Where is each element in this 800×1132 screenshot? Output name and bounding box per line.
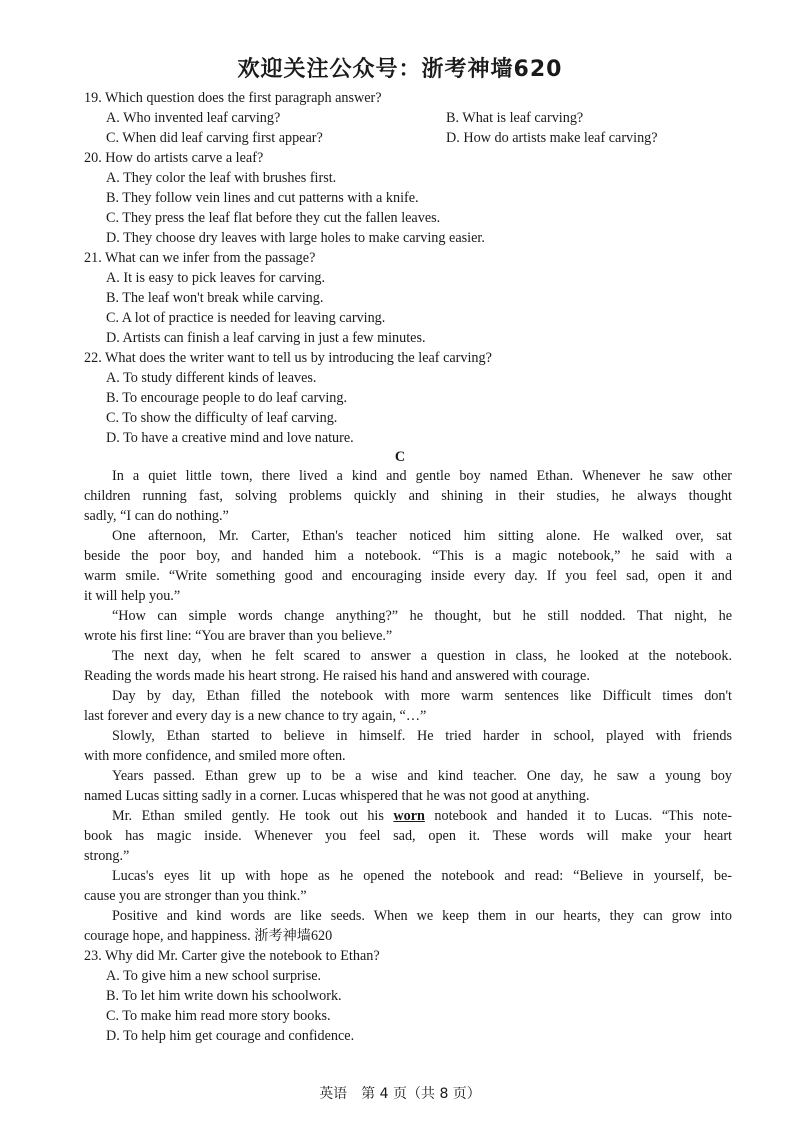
option: D. To have a creative mind and love nature.: [106, 430, 354, 446]
option: A. To study different kinds of leaves.: [106, 370, 317, 386]
option: C. A lot of practice is needed for leaving carving.: [106, 310, 386, 326]
question-22: 22. What does the writer want to tell us by introducing the leaf carving?: [84, 350, 492, 366]
passage-line: Reading the words made his heart strong. He raised his hand and answered with courage.: [84, 668, 590, 684]
passage-line: with more confidence, and smiled more often.: [84, 748, 346, 764]
passage-line: book has magic inside. Whenever you feel sad, open it. These words will make your heart: [84, 828, 732, 844]
option: D. They choose dry leaves with large holes to make carving easier.: [106, 230, 485, 246]
passage-line: Years passed. Ethan grew up to be a wise and kind teacher. One day, he saw a young boy: [112, 768, 732, 784]
passage-line: beside the poor boy, and handed him a notebook. “This is a magic notebook,” he said with a: [84, 548, 732, 564]
passage-line: it will help you.”: [84, 588, 181, 604]
passage-line: courage hope, and happiness. 浙考神墙620: [84, 928, 333, 944]
option: B. What is leaf carving?: [446, 110, 584, 126]
option: B. To encourage people to do leaf carving.: [106, 390, 348, 406]
passage-line: Slowly, Ethan started to believe in himself. He tried harder in school, played with friends: [112, 728, 732, 744]
passage-line: One afternoon, Mr. Carter, Ethan's teacher noticed him sitting alone. He walked over, sat: [112, 528, 732, 544]
option: C. They press the leaf flat before they cut the fallen leaves.: [106, 210, 441, 226]
passage-line: cause you are stronger than you think.”: [84, 888, 307, 904]
option: C. When did leaf carving first appear?: [106, 130, 323, 146]
passage-line: named Lucas sitting sadly in a corner. Lucas whispered that he was not good at anything.: [84, 788, 590, 804]
option: B. They follow vein lines and cut patterns with a knife.: [106, 190, 419, 206]
option: B. The leaf won't break while carving.: [106, 290, 324, 306]
page-header: 欢迎关注公众号：浙考神墙620: [237, 57, 563, 82]
passage-line: warm smile. “Write something good and encouraging inside every day. If you feel sad, open it and: [84, 568, 732, 584]
passage-line: strong.”: [84, 848, 130, 864]
option: D. How do artists make leaf carving?: [446, 130, 658, 146]
passage-line: The next day, when he felt scared to answer a question in class, he looked at the notebook.: [112, 648, 732, 664]
underlined-word: worn: [393, 808, 425, 824]
question-21: 21. What can we infer from the passage?: [84, 250, 316, 266]
passage-line: Positive and kind words are like seeds. When we keep them in our hearts, they can grow into: [112, 908, 732, 924]
option: B. To let him write down his schoolwork.: [106, 988, 342, 1004]
passage-line: last forever and every day is a new chance to try again, “…”: [84, 708, 427, 724]
passage-line: “How can simple words change anything?” he thought, but he still nodded. That night, he: [112, 608, 732, 624]
option: D. To help him get courage and confidence.: [106, 1028, 355, 1044]
option: D. Artists can finish a leaf carving in just a few minutes.: [106, 330, 426, 346]
passage-line: sadly, “I can do nothing.”: [84, 508, 229, 524]
passage-line: children running fast, solving problems quickly and shining in their studies, he always thought: [84, 488, 732, 504]
question-23: 23. Why did Mr. Carter give the notebook to Ethan?: [84, 948, 380, 964]
passage-line: In a quiet little town, there lived a kind and gentle boy named Ethan. Whenever he saw other: [112, 468, 732, 484]
question-19: 19. Which question does the first paragraph answer?: [84, 90, 382, 106]
option: A. Who invented leaf carving?: [106, 110, 281, 126]
option: A. It is easy to pick leaves for carving.: [106, 270, 326, 286]
option: C. To make him read more story books.: [106, 1008, 331, 1024]
page-footer: 英语 第 4 页（共 8 页）: [319, 1086, 481, 1102]
question-20: 20. How do artists carve a leaf?: [84, 150, 264, 166]
passage-line: Day by day, Ethan filled the notebook with more warm sentences like Difficult times don't: [112, 688, 732, 704]
passage-line: wrote his first line: “You are braver than you believe.”: [84, 628, 393, 644]
passage-line: Lucas's eyes lit up with hope as he opened the notebook and read: “Believe in yourself, be-: [112, 868, 732, 884]
section-label: C: [394, 449, 406, 465]
option: C. To show the difficulty of leaf carving.: [106, 410, 338, 426]
option: A. They color the leaf with brushes first.: [106, 170, 337, 186]
passage-line-worn: Mr. Ethan smiled gently. He took out his worn notebook and handed it to Lucas. “This note-: [112, 808, 732, 824]
option: A. To give him a new school surprise.: [106, 968, 322, 984]
